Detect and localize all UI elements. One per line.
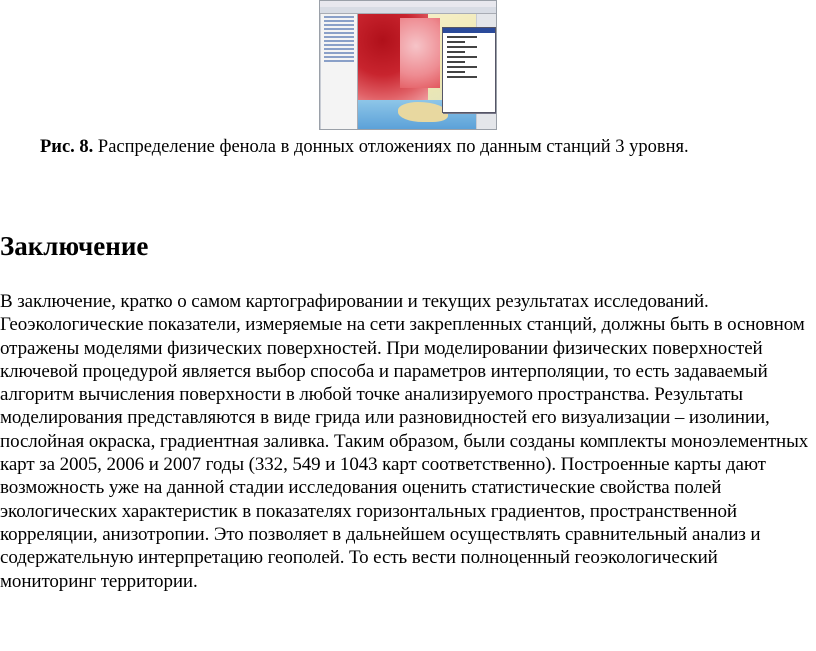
figure-caption-text: Распределение фенола в донных отложениях по данным станций 3 уровня. (97, 137, 689, 157)
figure-toolbar (320, 7, 496, 14)
gis-screenshot-figure (319, 0, 497, 130)
phenol-mid-zone (400, 18, 440, 88)
figure-dialog-window (442, 27, 496, 113)
conclusion-paragraph: В заключение, кратко о самом картографировании и текущих результатах исследований. Геоэкологические показатели, измеряемые на сети закрепленных станций, должны быть в основном отражены моделями физических поверхностей. При моделировании физических поверхностей ключевой процедурой является выбор способа и параметров интерполяции, то есть задаваемый алгоритм вычисления поверхности в любой точке анализируемого пространства. Результаты моделирования представляются в виде грида или разновидностей его визуализации – изолинии, послойная окраска, градиентная заливка. Таким образом, были созданы комплекты моноэлементных карт за 2005, 2006 и 2007 годы (332, 549 и 1043 карт соответственно). Построенные карты дают возможность уже на данной стадии исследования оценить статистические свойства полей экологических характеристик в показателях горизонтальных градиентов, пространственной корреляции, анизотропии. Это позволяет в дальнейшем осуществлять сравнительный анализ и содержательную интерпретацию геополей. То есть вести полноценный геоэкологический мониторинг территории. (0, 291, 809, 592)
section-heading: Заключение (0, 231, 149, 261)
figure-label: Рис. 8. (40, 137, 94, 157)
figure-caption (40, 136, 800, 158)
figure-layer-panel (321, 14, 358, 130)
